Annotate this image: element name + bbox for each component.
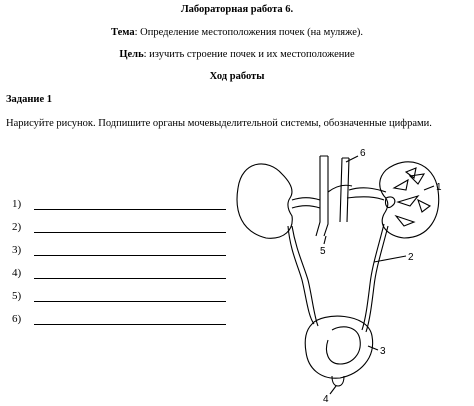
left-kidney [237, 164, 292, 238]
left-ureter [288, 226, 314, 324]
figure-label-3: 3 [380, 346, 386, 357]
vena-cava [340, 158, 342, 222]
answer-rule [34, 324, 226, 325]
right-kidney [380, 162, 439, 238]
answer-number: 5) [12, 290, 22, 302]
topic-label: Тема [111, 27, 135, 38]
answer-number: 3) [12, 244, 22, 256]
topic-line [0, 27, 474, 38]
renal-vessels-left [292, 198, 320, 208]
goal-text: : изучить строение почек и их местоположение [143, 49, 355, 60]
bladder [305, 316, 372, 378]
urinary-system-diagram [228, 140, 468, 402]
leader-line-1 [424, 186, 434, 190]
leader-line-2 [374, 256, 406, 262]
figure-label-1: 1 [436, 182, 442, 193]
answer-number: 1) [12, 198, 22, 210]
kidney-pyramids [385, 168, 430, 226]
answer-rule [34, 278, 226, 279]
topic-text: : Определение местоположения почек (на муляже). [134, 27, 363, 38]
answer-rule [34, 255, 226, 256]
task-instruction: Нарисуйте рисунок. Подпишите органы мочевыделительной системы, обозначенные цифрами. [6, 118, 432, 129]
right-ureter [362, 224, 384, 330]
answer-rule [34, 301, 226, 302]
leader-line-6 [346, 156, 358, 162]
leader-line-5 [324, 236, 326, 244]
page-title: Лабораторная работа 6. [180, 4, 294, 15]
figure-label-2: 2 [408, 252, 414, 263]
goal-label: Цель [119, 49, 144, 60]
figure-label-6: 6 [360, 148, 366, 159]
answer-number: 2) [12, 221, 22, 233]
progress-heading: Ход работы [209, 71, 265, 82]
answer-rule [34, 232, 226, 233]
goal-line [0, 49, 474, 60]
figure-label-5: 5 [320, 246, 326, 257]
aorta [316, 156, 320, 236]
answer-rule [34, 209, 226, 210]
answer-number: 4) [12, 267, 22, 279]
answer-number: 6) [12, 313, 22, 325]
leader-line-4 [330, 386, 336, 394]
urinary-system-drawing [237, 156, 439, 394]
task-heading: Задание 1 [6, 94, 52, 105]
figure-label-4: 4 [323, 394, 329, 402]
